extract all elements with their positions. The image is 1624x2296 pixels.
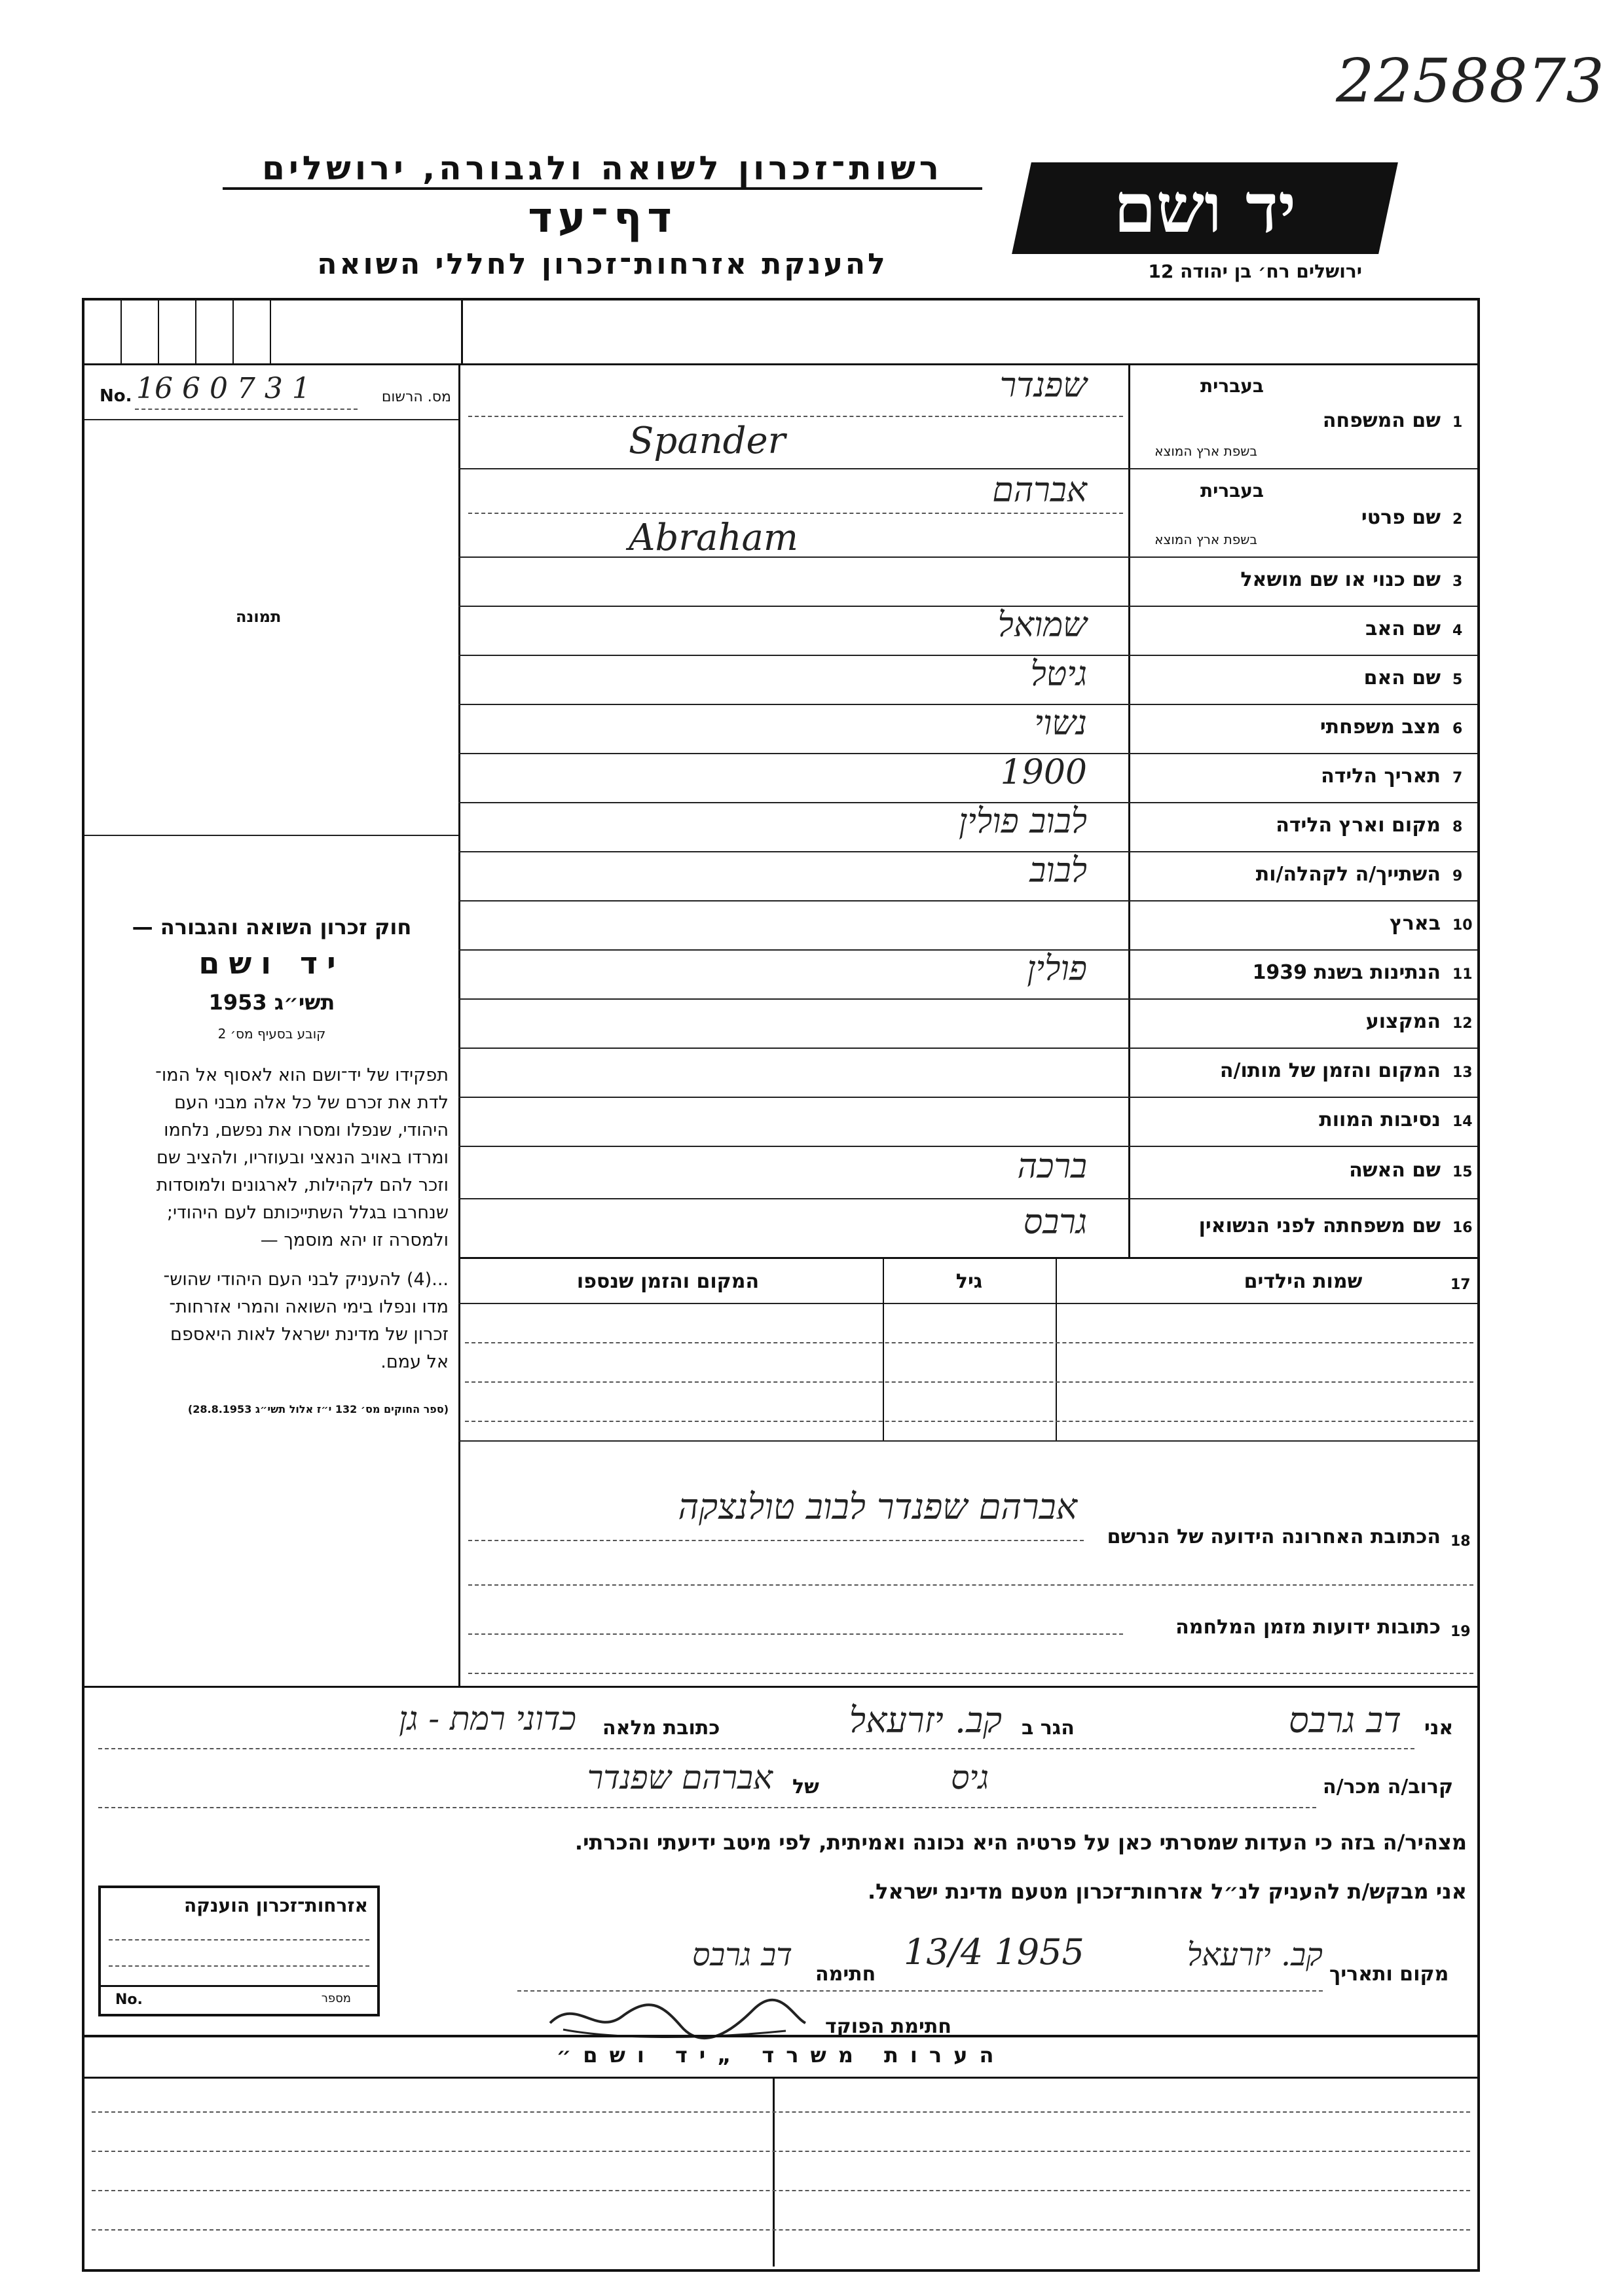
citizenship-box (98, 1886, 380, 2016)
top-box-strip (84, 301, 463, 363)
declarant-line-1 (98, 1748, 1414, 1749)
field-number: 16 (1452, 1220, 1473, 1236)
field-sublabel-origin: בשפת ארץ המוצא (1154, 532, 1257, 547)
field-number: 7 (1452, 769, 1463, 786)
lives-value: קב. יזרעאל (849, 1700, 1002, 1741)
office-notes-line (92, 2229, 1470, 2231)
place-date-label: מקום ותאריך (1329, 1963, 1449, 1986)
law-line: ולמסרה זו יהא מוסמך — (260, 1230, 449, 1250)
field-label: תאריך הלידה (1321, 764, 1441, 788)
registration-label: מס. הרשום (381, 389, 451, 405)
field-number: 6 (1452, 720, 1463, 737)
law-year: תשי״ג 1953 (208, 990, 335, 1015)
field-row-divider (458, 998, 1477, 1000)
field-18-label: הכתובת האחרונה הידועה של הנרשם (1107, 1525, 1441, 1548)
place-value: קב. יזרעאל (1187, 1937, 1323, 1973)
registration-number: 16 6 0 7 3 1 (136, 372, 310, 405)
field-value: שפנדר (999, 366, 1087, 405)
field-number: 8 (1452, 818, 1463, 835)
header-institution: רשות־זכרון לשואה ולגבורה, ירושלים (223, 149, 982, 190)
field-label: נסיבות המוות (1319, 1108, 1441, 1131)
field-label: שם משפחתה לפני הנשואין (1198, 1214, 1441, 1237)
field-18-line2 (468, 1584, 1473, 1586)
field-value: פולין (1027, 949, 1087, 989)
citizenship-number-label: מספר (321, 1992, 351, 2005)
field-18-number: 18 (1450, 1533, 1471, 1550)
photo-divider (84, 835, 458, 836)
field-number: 15 (1452, 1164, 1473, 1180)
law-title: חוק זכרון השואה והגבורה — (132, 915, 412, 939)
law-line: אל עמם. (380, 1352, 449, 1372)
of-label: של (792, 1776, 819, 1798)
address-label: כתובת מלאה (602, 1717, 720, 1740)
field-sublabel-hebrew: בעברית (1200, 480, 1264, 501)
field-17-number: 17 (1450, 1277, 1471, 1293)
officer-label: חתימת הפוקד (825, 2015, 951, 2038)
children-place-header: המקום והזמן שנספו (576, 1270, 760, 1293)
law-name: יד ושם (198, 945, 345, 981)
registration-row (97, 372, 454, 411)
field-value-origin: Spander (629, 420, 786, 462)
field-label: שם המשפחה (1322, 409, 1441, 432)
children-row-line (465, 1421, 1473, 1422)
field-number: 10 (1452, 917, 1473, 934)
of-value: אברהם שפנדר (587, 1758, 773, 1796)
children-names-header: שמות הילדים (1244, 1270, 1363, 1293)
yad-vashem-logo (1012, 162, 1398, 254)
field-value: גיטל (1030, 654, 1087, 694)
date-value: 13/4 1955 (904, 1931, 1084, 1973)
registration-no-label: No. (100, 386, 132, 406)
registration-divider (84, 419, 458, 420)
ani-value: דב גרבס (1288, 1700, 1401, 1741)
children-row-line (465, 1381, 1473, 1383)
law-line: שנחרבו בגלל השתייכותם לעם היהודי; (166, 1203, 449, 1223)
office-notes-divider (773, 2077, 775, 2267)
field-label: מצב משפחתי (1320, 715, 1441, 738)
field-label: שם כנוי או שם מושאל (1240, 568, 1441, 591)
field-inner-line (468, 513, 1123, 514)
field-inner-line (468, 416, 1123, 417)
children-row-line (465, 1342, 1473, 1343)
children-bottom-line (458, 1440, 1477, 1442)
archive-number: 2258873 (1336, 46, 1604, 116)
field-19-number: 19 (1450, 1624, 1471, 1640)
field-row-divider (458, 900, 1477, 902)
signature-value: דב גרבס (692, 1937, 792, 1973)
law-line: היהודי, שנפלו ומסרו את נפשם, נלחמו (164, 1120, 449, 1140)
law-line: תפקידו של יד־ושם הוא לאסוף אל המו־ (155, 1065, 449, 1085)
field-number: 12 (1452, 1015, 1473, 1032)
law-text (95, 1062, 449, 1423)
citizenship-box-title: אזרחות־זכרון הוענקה (184, 1895, 368, 1916)
law-line: מדו ונפלו בימי השואה והמרי אזרחות־ (169, 1297, 449, 1317)
field-label: מקום וארץ הלידה (1276, 813, 1441, 837)
declaration-text: מצהיר/ה בזה כי העדות שמסרתי כאן על פרטיה היא נכונה ואמיתית, לפי מיטב ידיעתי והכרתי. (574, 1830, 1467, 1855)
left-col-border (458, 363, 460, 1686)
office-notes-line (92, 2151, 1470, 2152)
field-sublabel-origin: בשפת ארץ המוצא (1154, 443, 1257, 459)
field-value: גרבס (1023, 1203, 1087, 1242)
citizenship-no-label: No. (115, 1992, 143, 2008)
relative-label: קרוב/ה מכר/ה (1323, 1776, 1454, 1798)
declarant-line-2 (98, 1807, 1316, 1808)
top-strip-bottom (84, 363, 1477, 365)
field-value: לבוב (1029, 850, 1087, 890)
ani-label: אני (1424, 1717, 1454, 1740)
field-18-value: אברהם שפנדר לבוב טולנצקה (678, 1486, 1077, 1527)
right-col-border (1128, 363, 1130, 1257)
field-label: המקצוע (1365, 1010, 1441, 1033)
law-clause: קובע בסעיף מס׳ 2 (217, 1026, 326, 1042)
field-label: שם האם (1363, 666, 1441, 689)
law-line: ומרדו באויב הנאצי ובעוזריו, ולהציב שם (156, 1148, 449, 1168)
field-label: המקום והזמן של מותו/ה (1219, 1059, 1441, 1082)
field-label: השתייך/ה לקהלה/ות (1255, 862, 1441, 886)
field-label: שם האשה (1349, 1159, 1441, 1182)
children-header-line (458, 1303, 1477, 1304)
children-top-line (458, 1257, 1477, 1259)
field-number: 4 (1452, 622, 1463, 639)
field-number: 11 (1452, 966, 1473, 983)
field-value: אברהם (992, 471, 1087, 510)
field-row-divider (458, 1048, 1477, 1049)
field-number: 2 (1452, 511, 1463, 528)
field-row-divider (458, 556, 1477, 558)
field-value: לבוב פולין (958, 801, 1087, 841)
field-19-label: כתובות ידועות מזמן המלחמה (1175, 1616, 1441, 1639)
field-value-origin: Abraham (629, 516, 798, 559)
children-age-header: גיל (955, 1270, 983, 1293)
field-number: 1 (1452, 414, 1463, 431)
logo-text: יד ושם (1113, 168, 1297, 248)
field-row-divider (458, 468, 1477, 469)
children-col-2 (1056, 1257, 1057, 1440)
address-value: כדוני רמת - גן (399, 1700, 576, 1738)
form-title: דף־עד (528, 194, 677, 242)
law-source: (ספר החוקים מס׳ 132 י״ז אלול תשי״ג 28.8.1953) (187, 1403, 449, 1415)
field-label: שם האב (1365, 617, 1441, 640)
field-number: 13 (1452, 1064, 1473, 1081)
field-row-divider (458, 1097, 1477, 1098)
field-sublabel-hebrew: בעברית (1200, 375, 1264, 397)
request-text: אני מבקש/ת להעניק לנ״ל אזרחות־זכרון מטעם מדינת ישראל. (868, 1879, 1467, 1904)
field-18-line (468, 1540, 1084, 1541)
field-number: 5 (1452, 671, 1463, 688)
field-value: 1900 (1000, 752, 1087, 792)
field-label: הנתינות בשנת 1939 (1252, 960, 1441, 984)
field-label: בארץ (1389, 911, 1441, 935)
form-bottom-line (84, 2269, 1477, 2272)
office-notes-title: הערות משרד „יד ושם״ (556, 2043, 1006, 2068)
field-19-line2 (468, 1673, 1473, 1674)
field-number: 14 (1452, 1113, 1473, 1130)
office-notes-top (84, 2035, 1477, 2037)
field-value: שמואל (997, 605, 1087, 645)
signature-label: חתימה (815, 1963, 876, 1986)
relative-value: גיס (950, 1758, 989, 1796)
field-value: נשוי (1034, 703, 1087, 743)
law-line: ...(4) להעניק לבני העם היהודי שהוש־ (163, 1269, 449, 1290)
header-subtitle: להענקת אזרחות־זכרון לחללי השואה (317, 247, 888, 281)
law-line: לדת את זכרם של כל אלה מבני העם (174, 1093, 449, 1113)
office-notes-line (92, 2190, 1470, 2191)
law-line: וזכר להם לקהילות, לארגונים ולמוסדות (156, 1175, 449, 1195)
field-number: 3 (1452, 573, 1463, 590)
lives-label: הגר ב (1022, 1717, 1075, 1740)
declarant-top-line (84, 1686, 1477, 1688)
photo-label: תמונה (236, 608, 282, 626)
field-label: שם פרטי (1361, 505, 1441, 529)
office-notes-header-line (84, 2077, 1477, 2079)
children-col-1 (883, 1257, 884, 1440)
field-number: 9 (1452, 867, 1463, 884)
logo-address: ירושלים רח׳ בן יהודה 12 (1148, 261, 1362, 282)
law-line: זכרון של מדינת ישראל לאות היאספם (170, 1324, 449, 1345)
field-value: ברכה (1017, 1147, 1087, 1186)
office-notes-line (92, 2111, 1470, 2113)
field-19-line (468, 1633, 1123, 1635)
field-row-divider (458, 1198, 1477, 1199)
